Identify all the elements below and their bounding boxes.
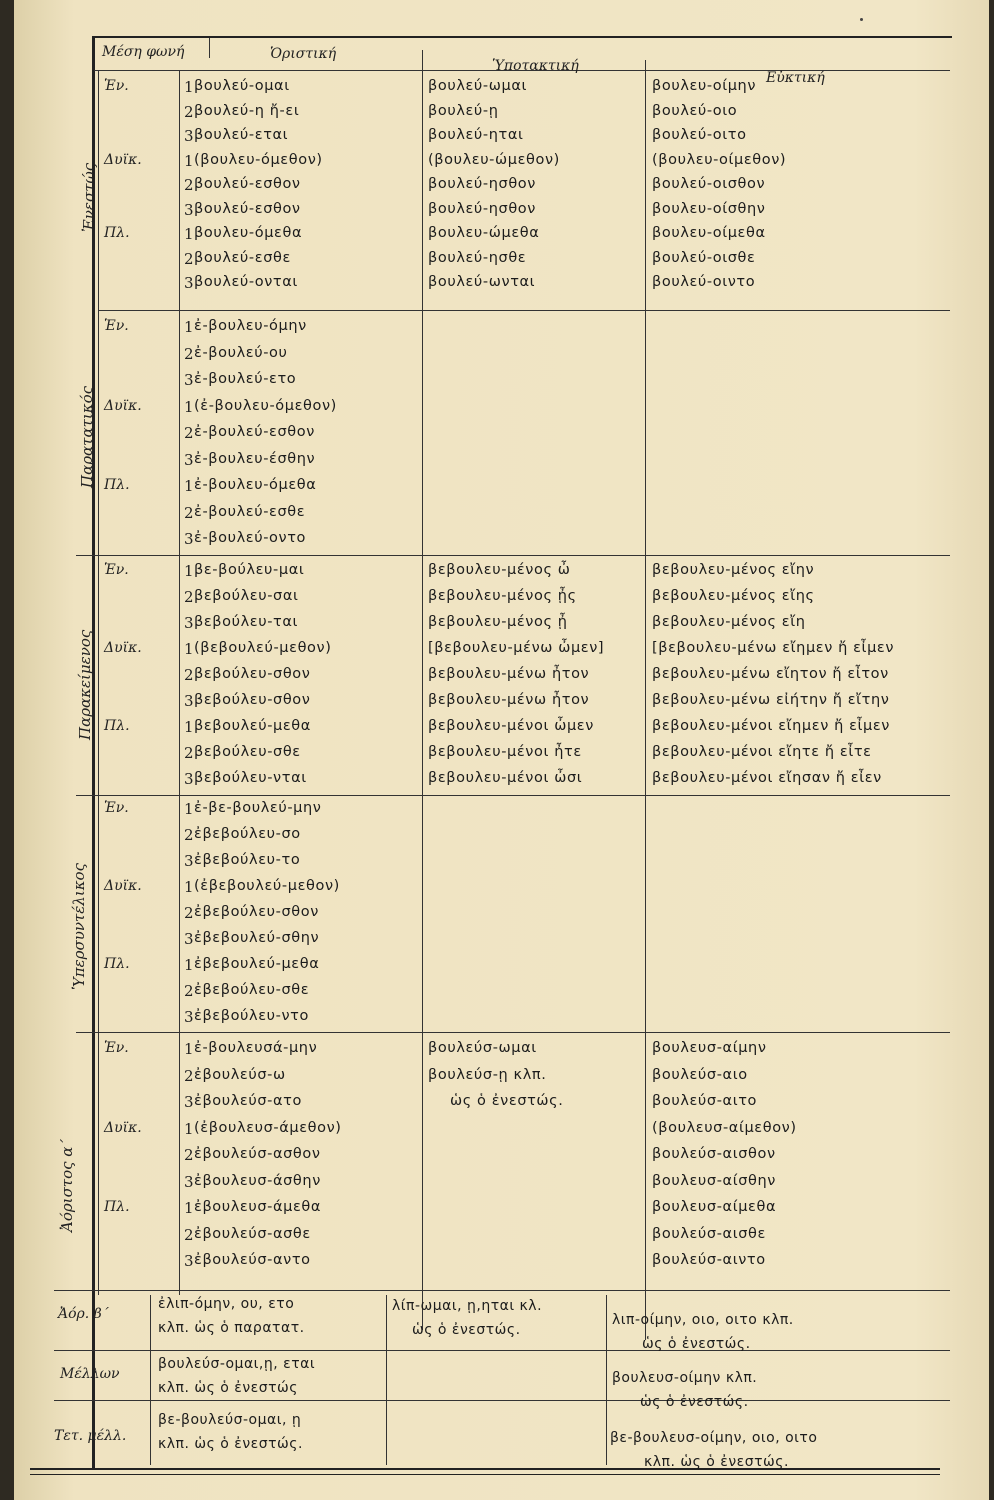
present-indicative-form: βουλεύ-η ἤ-ει [194,102,300,119]
present-subjunctive-form: βουλεύ-ησθον [428,200,536,217]
perfect-optative-form: βεβουλευ-μένος εἴην [652,562,815,578]
aorist1-optative-form: βουλεύσ-αιτο [652,1093,758,1109]
person-number: 2 [184,826,194,844]
aorist1-indicative-form: ἐβουλεύσ-αντο [194,1252,311,1268]
present-optative-form: (βουλευ-οίμεθον) [652,151,787,168]
futperf-optative-line-2: κλπ. ὡς ὁ ἐνεστώς. [644,1454,789,1470]
perfect-optative-form: βεβουλευ-μένοι εἴητε ἤ εἶτε [652,744,872,760]
person-number: 1 [184,562,194,580]
person-number: 3 [184,274,194,292]
aorist1-indicative-form: ἐβουλεύσ-ω [194,1066,286,1083]
present-indicative-form: βουλευ-όμεθα [194,225,303,241]
person-number: 3 [184,200,194,219]
number-label-pl: Πλ. [104,225,130,241]
pluperfect-indicative-form: ἐβεβούλευ-σθε [194,982,310,998]
person-number: 3 [184,1008,194,1026]
person-number: 1 [184,1119,194,1138]
indicative-header: Ὁριστική [270,46,337,62]
tense-label-aorist1: Ἀόριστος α΄ [58,1139,76,1232]
perfect-optative-form: βεβουλευ-μένω εἰήτην ἤ εἴτην [652,692,890,708]
person-number: 2 [184,1146,194,1164]
person-number: 3 [184,1172,194,1191]
perfect-optative-form: βεβουλευ-μένος εἴης [652,588,815,604]
future-indicative-line-1: βουλεύσ-ομαι,ῃ, εται [158,1356,316,1372]
aorist1-subjunctive-form: βουλεύσ-ωμαι [428,1040,537,1056]
perfect-subjunctive-form: βεβουλευ-μένοι ὦσι [428,770,583,786]
book-page [14,0,989,1500]
number-label-pl: Πλ. [104,718,130,734]
pluperfect-indicative-form: ἐβεβούλευ-ντο [194,1008,309,1024]
person-number: 1 [184,225,194,243]
person-number: 2 [184,424,194,442]
aorist2-subjunctive-line-1: λίπ-ωμαι, ῃ,ηται κλ. [392,1298,543,1314]
perfect-optative-form: βεβουλευ-μένος εἴη [652,614,806,630]
pluperfect-indicative-form: ἐβεβούλευ-σθον [194,904,319,920]
future-label: Μέλλων [60,1366,120,1382]
aorist1-indicative-form: ἐβουλευσ-άμεθα [194,1199,322,1215]
present-optative-form: βουλεύ-οιο [652,102,738,119]
tense-label-present: Ἐνεστώς [80,162,98,232]
aorist1-optative-form: (βουλευσ-αίμεθον) [652,1119,797,1136]
perfect-optative-form: βεβουλευ-μένω εἴητον ἤ εἶτον [652,666,889,682]
perfect-optative-form: βεβουλευ-μένοι εἴησαν ἤ εἶεν [652,770,882,786]
person-number: 2 [184,1066,194,1085]
number-label-pl: Πλ. [104,956,130,972]
aorist1-indicative-form: ἐ-βουλευσά-μην [194,1040,318,1056]
aorist1-optative-form: βουλεύσ-αιο [652,1066,748,1083]
number-label-du: Δυϊκ. [104,1119,142,1136]
present-optative-form: βουλεύ-οισθον [652,176,766,192]
aorist1-optative-form: βουλεύσ-αισθε [652,1225,766,1242]
imperfect-indicative-form: ἐ-βουλευ-έσθην [194,450,316,467]
present-subjunctive-form: βουλεύ-ηται [428,127,524,143]
tense-label-perfect: Παρακείμενος [76,629,94,740]
aorist1-optative-form: βουλευσ-αίμεθα [652,1199,777,1215]
person-number: 2 [184,344,194,363]
person-number: 3 [184,930,194,948]
futperf-indicative-line-1: βε-βουλεύσ-ομαι, ῃ [158,1412,302,1428]
imperfect-indicative-form: ἐ-βουλευ-όμην [194,318,307,334]
perfect-subjunctive-form: βεβουλευ-μένος ᾖ [428,614,568,630]
perfect-indicative-form: βεβούλευ-ται [194,614,299,630]
person-number: 2 [184,503,194,522]
perfect-indicative-form: βεβούλευ-σθε [194,744,301,760]
imperfect-indicative-form: ἐ-βουλεύ-εσθε [194,503,306,520]
person-number: 2 [184,588,194,606]
future-indicative-line-2: κλπ. ὡς ὁ ἐνεστώς [158,1380,298,1396]
number-label-du: Δυϊκ. [104,151,142,168]
pluperfect-indicative-form: ἐβεβούλευ-σο [194,826,301,842]
tense-label-pluperfect: Ὑπερσυντέλικος [70,863,88,990]
perfect-indicative-form: βεβούλευ-σαι [194,588,299,604]
present-optative-form: βουλεύ-οιντο [652,274,756,290]
person-number: 1 [184,1199,194,1217]
person-number: 3 [184,614,194,632]
person-number: 1 [184,477,194,495]
present-subjunctive-form: βουλεύ-ωμαι [428,78,527,94]
person-number: 3 [184,1252,194,1270]
futperf-indicative-line-2: κλπ. ὡς ὁ ἐνεστώς. [158,1436,303,1452]
optative-header: Εὐκτική [766,70,825,86]
aorist1-indicative-form: ἐβουλευσ-άσθην [194,1172,321,1189]
present-indicative-form: βουλεύ-ομαι [194,78,290,94]
futperf-label: Τετ. μέλλ. [54,1428,127,1444]
voice-header: Μέση φωνή [102,44,185,60]
person-number: 1 [184,956,194,974]
person-number: 2 [184,1225,194,1244]
perfect-indicative-form: βεβούλευ-σθον [194,692,311,708]
person-number: 1 [184,640,194,658]
person-number: 2 [184,904,194,922]
person-number: 1 [184,318,194,336]
person-number: 1 [184,397,194,416]
number-label-sg: Ἑν. [104,318,129,334]
aorist1-indicative-form: ἐβουλεύσ-ασθε [194,1225,311,1242]
person-number: 1 [184,800,194,818]
tense-label-imperfect: Παρατατικός [78,385,96,488]
pluperfect-indicative-form: ἐβεβουλεύ-σθην [194,930,320,946]
person-number: 3 [184,1093,194,1111]
present-subjunctive-form: βουλευ-ώμεθα [428,225,540,241]
person-number: 3 [184,692,194,710]
pluperfect-indicative-form: ἐβεβούλευ-το [194,852,301,868]
pluperfect-indicative-form: ἐβεβουλεύ-μεθα [194,956,320,972]
perfect-subjunctive-form: βεβουλευ-μένω ἦτον [428,666,590,682]
perfect-subjunctive-form: βεβουλευ-μένω ἦτον [428,692,590,708]
aorist1-optative-form: βουλεύσ-αιντο [652,1252,766,1268]
person-number: 1 [184,878,194,896]
aorist1-indicative-form: ἐβουλεύσ-ατο [194,1093,302,1109]
perfect-optative-form: βεβουλευ-μένοι εἴημεν ἤ εἶμεν [652,718,891,734]
person-number: 2 [184,982,194,1000]
perfect-indicative-form: βεβούλευ-νται [194,770,307,786]
imperfect-indicative-form: ἐ-βουλεύ-ετο [194,371,297,387]
present-indicative-form: βουλεύ-εσθον [194,176,301,192]
aorist1-indicative-form: ἐβουλεύσ-ασθον [194,1146,321,1162]
perfect-optative-form: [βεβουλευ-μένω εἴημεν ἤ εἶμεν [652,640,895,656]
aorist1-optative-form: βουλευσ-αίμην [652,1040,767,1056]
number-label-du: Δυϊκ. [104,397,142,414]
aorist2-indicative-line-1: ἐλιπ-όμην, ου, ετο [158,1296,295,1312]
present-subjunctive-form: (βουλευ-ώμεθον) [428,151,560,168]
number-label-sg: Ἑν. [104,562,129,578]
future-optative-line-1: βουλευσ-οίμην κλπ. [612,1370,758,1386]
present-subjunctive-form: βουλεύ-ῃ [428,102,499,119]
present-indicative-form: βουλεύ-εσθε [194,249,291,266]
future-optative-line-2: ὡς ὁ ἐνεστώς. [640,1394,749,1410]
futperf-optative-line-1: βε-βουλευσ-οίμην, οιο, οιτο [610,1430,818,1446]
pluperfect-indicative-form: ἐ-βε-βουλεύ-μην [194,800,322,816]
subjunctive-header: Ὑποτακτική [492,58,579,74]
number-label-pl: Πλ. [104,477,130,493]
person-number: 1 [184,1040,194,1058]
present-optative-form: βουλευ-οίσθην [652,200,766,217]
aorist1-subjunctive-form: ὡς ὁ ἐνεστώς. [450,1093,564,1109]
aorist2-optative-line-2: ὡς ὁ ἐνεστώς. [642,1336,751,1352]
present-subjunctive-form: βουλεύ-ησθον [428,176,536,192]
present-optative-form: βουλεύ-οισθε [652,249,756,266]
perfect-subjunctive-form: [βεβουλευ-μένω ὦμεν] [428,640,605,656]
aorist1-subjunctive-form: βουλεύσ-ῃ κλπ. [428,1066,547,1083]
person-number: 3 [184,530,194,548]
present-optative-form: βουλεύ-οιτο [652,127,747,143]
number-label-du: Δυϊκ. [104,640,142,656]
present-optative-form: βουλευ-οίμεθα [652,225,766,241]
present-indicative-form: βουλεύ-εται [194,127,289,143]
present-subjunctive-form: βουλεύ-ησθε [428,249,527,266]
person-number: 2 [184,176,194,194]
present-subjunctive-form: βουλεύ-ωνται [428,274,536,290]
person-number: 2 [184,744,194,762]
aorist2-optative-line-1: λιπ-οίμην, οιο, οιτο κλπ. [612,1312,794,1328]
aorist2-label: Ἀόρ. β΄ [58,1306,109,1322]
number-label-sg: Ἑν. [104,78,129,94]
perfect-indicative-form: βεβουλεύ-μεθα [194,718,311,734]
person-number: 1 [184,78,194,96]
aorist2-subjunctive-line-2: ὡς ὁ ἐνεστώς. [412,1322,521,1338]
imperfect-indicative-form: (ἐ-βουλευ-όμεθον) [194,397,337,414]
aorist1-optative-form: βουλεύσ-αισθον [652,1146,776,1162]
imperfect-indicative-form: ἐ-βουλευ-όμεθα [194,477,317,493]
ink-speck [860,18,863,21]
perfect-subjunctive-form: βεβουλευ-μένοι ἦτε [428,744,582,760]
person-number: 2 [184,666,194,684]
perfect-indicative-form: βεβούλευ-σθον [194,666,311,682]
perfect-subjunctive-form: βεβουλευ-μένος ᾖς [428,588,577,604]
aorist1-indicative-form: (ἐβουλευσ-άμεθον) [194,1119,342,1136]
person-number: 3 [184,852,194,870]
imperfect-indicative-form: ἐ-βουλεύ-ου [194,344,288,361]
aorist2-indicative-line-2: κλπ. ὡς ὁ παρατατ. [158,1320,305,1336]
person-number: 3 [184,450,194,469]
present-indicative-form: βουλεύ-ονται [194,274,298,290]
present-indicative-form: (βουλευ-όμεθον) [194,151,323,168]
person-number: 2 [184,249,194,268]
aorist1-optative-form: βουλευσ-αίσθην [652,1172,776,1189]
person-number: 1 [184,718,194,736]
perfect-indicative-form: βε-βούλευ-μαι [194,562,305,578]
person-number: 3 [184,770,194,788]
number-label-pl: Πλ. [104,1199,130,1215]
present-indicative-form: βουλεύ-εσθον [194,200,301,217]
number-label-sg: Ἑν. [104,1040,129,1056]
person-number: 1 [184,151,194,170]
perfect-indicative-form: (βεβουλεύ-μεθον) [194,640,332,656]
person-number: 3 [184,371,194,389]
number-label-du: Δυϊκ. [104,878,142,894]
person-number: 2 [184,102,194,121]
present-optative-form: βουλευ-οίμην [652,78,757,94]
pluperfect-indicative-form: (ἐβεβουλεύ-μεθον) [194,878,340,894]
perfect-subjunctive-form: βεβουλευ-μένος ὦ [428,562,571,578]
perfect-subjunctive-form: βεβουλευ-μένοι ὦμεν [428,718,594,734]
person-number: 3 [184,127,194,145]
number-label-sg: Ἑν. [104,800,129,816]
imperfect-indicative-form: ἐ-βουλεύ-εσθον [194,424,315,440]
imperfect-indicative-form: ἐ-βουλεύ-οντο [194,530,306,546]
